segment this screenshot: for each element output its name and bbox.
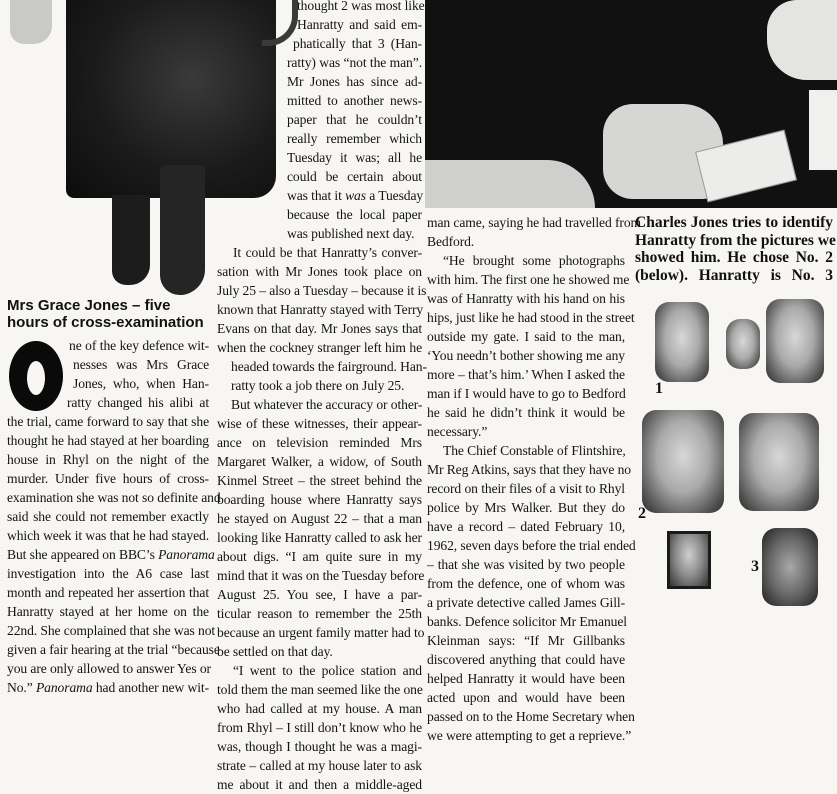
- text-line: really remember which: [287, 131, 422, 146]
- text-line: boarding house where Hanratty says: [217, 492, 422, 507]
- programme-name: Panorama: [35, 680, 93, 695]
- text-line: investigation into the A6 case last: [7, 566, 209, 581]
- text-line: “I went to the police station and: [233, 663, 422, 678]
- text-line: he said he didn’t think it would be: [427, 405, 625, 420]
- text-line: a private detective called James Gill-: [427, 595, 625, 610]
- text-line: examination she was not so definite and: [7, 490, 221, 505]
- text-line: thought he had stayed at her boarding: [7, 433, 209, 448]
- text-line: ratty took a job there on July 25.: [231, 378, 405, 393]
- text-line: said she could not remember exactly: [7, 509, 209, 524]
- lineup-number-1: 1: [655, 380, 663, 397]
- text-line: we were attempting to get a reprieve.”: [427, 728, 632, 743]
- text-line: Mr Jones has since ad-: [287, 74, 422, 89]
- text-line: hips, just like he had stood in the street: [427, 310, 635, 325]
- text-line: “He brought some photographs: [443, 253, 625, 268]
- portrait-blurred: [739, 413, 819, 511]
- caption-line: (below). Hanratty is No. 3: [635, 266, 833, 284]
- headline-line-2: hours of cross-examination: [7, 314, 204, 331]
- hand-shape: [10, 0, 52, 44]
- text-line: with him. The first one he showed me: [427, 272, 630, 287]
- text-span: But she appeared on BBC’s: [7, 547, 159, 562]
- text-line: discovered anything that could have: [427, 652, 625, 667]
- text-line: man if I would have to go to Bedford: [427, 386, 626, 401]
- text-line: necessary.”: [427, 424, 488, 439]
- text-line: be settled on that day.: [217, 644, 333, 659]
- text-line: murder. Under five hours of cross-: [7, 471, 209, 486]
- column-3: [427, 213, 641, 745]
- text-line: ance on television reminded Mrs: [217, 435, 422, 450]
- text-line: passed on to the Home Secretary when: [427, 709, 635, 724]
- lineup-number-3: 3: [751, 558, 759, 575]
- right-leg-shape: [160, 165, 205, 295]
- text-line: 1962, seven days before the trial ended: [427, 538, 636, 553]
- text-line: who had called at my house. A man: [217, 701, 422, 716]
- text-line: Margaret Walker, a widow, of South: [217, 454, 422, 469]
- text-line: record on their files of a visit to Rhyl: [427, 481, 625, 496]
- text-line: paper that he couldn’t: [287, 112, 422, 127]
- text-line: known that Hanratty stayed with Terry: [217, 302, 424, 317]
- text-line: The Chief Constable of Flintshire,: [443, 443, 626, 458]
- text-line: [287, 186, 422, 205]
- text-line: have a record – dated February 10,: [427, 519, 625, 534]
- left-leg-shape: [112, 195, 150, 285]
- text-line: told them the man seemed like the one: [217, 682, 423, 697]
- text-span: No.”: [7, 680, 36, 695]
- text-line: mitted to another news-: [287, 93, 422, 108]
- column-2: [217, 0, 427, 794]
- text-line: me about it and then a middle-aged: [217, 777, 422, 792]
- portrait-old-man: [766, 299, 824, 383]
- text-line: But whatever the accuracy or other-: [231, 397, 423, 412]
- text-line: outside my gate. I said to the man,: [427, 329, 625, 344]
- text-line: Hanratty stayed at her home on the: [7, 604, 209, 619]
- text-line: It could be that Hanratty’s conver-: [233, 245, 422, 260]
- text-line: man came, saying he had travelled from: [427, 215, 641, 230]
- text-line: Evans on that day. Mr Jones says that: [217, 321, 422, 336]
- text-line: phatically that 3 (Han-: [293, 36, 422, 51]
- text-line: acted upon and would have been: [427, 690, 625, 705]
- lineup-number-2: 2: [638, 505, 646, 522]
- thumb-shape: [767, 0, 837, 80]
- text-span: had another new wit-: [92, 680, 209, 695]
- text-line: from Rhyl – I still don’t know who he: [217, 720, 422, 735]
- text-line: [7, 545, 215, 564]
- text-line: 22nd. She complained that she was not: [7, 623, 216, 638]
- text-line: was, though I thought he was a magi-: [217, 739, 422, 754]
- text-line: Tuesday it was; all he: [287, 150, 422, 165]
- text-line: nesses was Mrs Grace: [73, 357, 209, 372]
- text-line: – that she was visited by two people: [427, 557, 625, 572]
- text-line: Mr Reg Atkins, says that they have no: [427, 462, 631, 477]
- programme-name: Panorama: [158, 547, 215, 562]
- text-line: Hanratty and said em-: [297, 17, 422, 32]
- portrait-small: [726, 319, 760, 369]
- text-line: strate – called at my house later to ask: [217, 758, 422, 773]
- lineup-photos: [630, 295, 837, 643]
- text-line: [7, 678, 209, 697]
- text-line: Kleinman says: “If Mr Gillbanks: [427, 633, 625, 648]
- portrait-3-hanratty: [762, 528, 818, 606]
- text-line: he stayed on August 22 – that a man: [217, 511, 422, 526]
- text-line: because an urgent family matter had to: [217, 625, 425, 640]
- hand-photo: [425, 0, 837, 208]
- text-line: could be certain about: [287, 169, 422, 184]
- text-line: wise of these witnesses, their appear-: [217, 416, 422, 431]
- text-line: helped Hanratty it would have been: [427, 671, 625, 686]
- text-line: given a fair hearing at the trial “because: [7, 642, 220, 657]
- text-line: police by Mrs Walker. But they do: [427, 500, 625, 515]
- text-line: July 25 – also a Tuesday – because it is: [217, 283, 427, 298]
- text-line: was of Hanratty with his hand on his: [427, 291, 625, 306]
- photo-caption: [635, 214, 836, 284]
- text-line: headed towards the fairground. Han-: [231, 359, 427, 374]
- portrait-2: [642, 410, 724, 513]
- text-line: Bedford.: [427, 234, 475, 249]
- text-line: ratty) was “not the man”.: [287, 55, 422, 70]
- text-line: more – that’s him.’ When I asked the: [427, 367, 625, 382]
- text-line: ratty changed his alibi at: [67, 395, 209, 410]
- text-line: was published next day.: [287, 226, 415, 241]
- portrait-1: [655, 302, 709, 382]
- paper-edge-shape: [809, 90, 837, 170]
- arm-shape: [425, 160, 595, 208]
- text-span: was that it: [287, 188, 346, 203]
- text-line: sation with Mr Jones took place on: [217, 264, 422, 279]
- portrait-framed: [667, 531, 711, 589]
- text-line: August 25. You see, I have a par-: [217, 587, 422, 602]
- caption-line: showed him. He chose No. 2: [635, 249, 833, 266]
- text-line: Kinmel Street – the street behind the: [217, 473, 422, 488]
- caption-line: Charles Jones tries to identify: [635, 214, 833, 231]
- text-line: mind that it was on the Tuesday before: [217, 568, 425, 583]
- headline-left: [7, 297, 217, 331]
- text-line: from the defence, one of whom was: [427, 576, 625, 591]
- text-line: Jones, who, when Han-: [73, 376, 209, 391]
- caption-line: Hanratty from the pictures we: [635, 231, 836, 249]
- text-line: ‘You needn’t bother showing me any: [427, 348, 625, 363]
- text-line: thought 2 was most like: [297, 0, 425, 13]
- text-line: which week it was that he had stayed.: [7, 528, 209, 543]
- text-line: the trial, came forward to say that she: [7, 414, 209, 429]
- headline-line-1: Mrs Grace Jones – five: [7, 297, 171, 314]
- emphasis: was: [345, 188, 366, 203]
- text-line: because the local paper: [287, 207, 422, 222]
- text-line: looking like Hanratty called to ask her: [217, 530, 422, 545]
- text-line: you are only allowed to answer Yes or: [7, 661, 211, 676]
- text-line: month and repeated her assertion that: [7, 585, 209, 600]
- text-line: banks. Defence solicitor Mr Emanuel: [427, 614, 627, 629]
- text-line: house in Rhyl on the night of the: [7, 452, 209, 467]
- text-line: when the cockney stranger left him he: [217, 340, 422, 355]
- text-line: ne of the key defence wit-: [69, 338, 209, 353]
- text-line: ticular reason to remember the 25th: [217, 606, 422, 621]
- text-line: about digs. “I am quite sure in my: [217, 549, 422, 564]
- text-span: a Tuesday: [365, 188, 424, 203]
